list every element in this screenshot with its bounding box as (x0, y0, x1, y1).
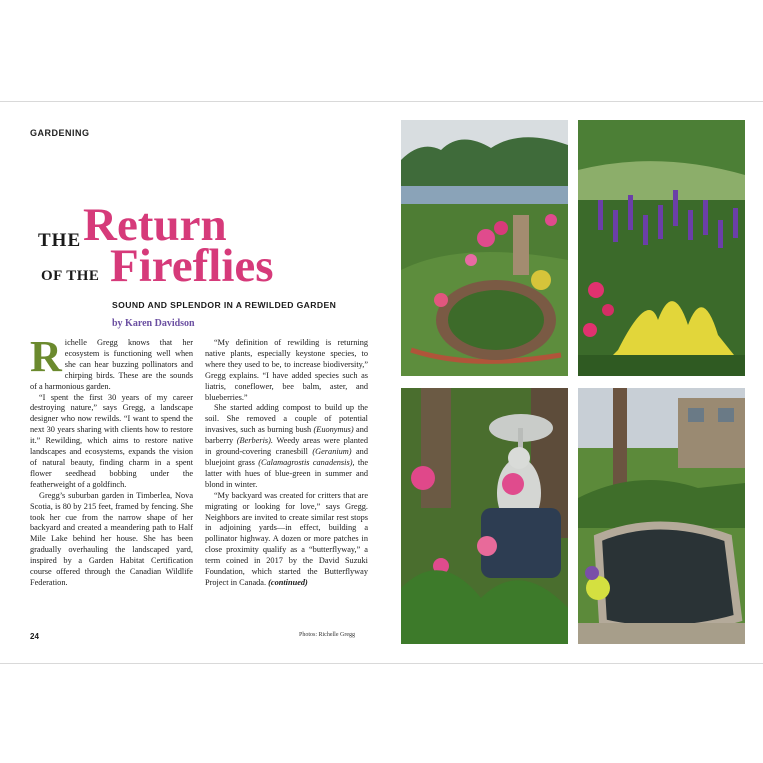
headline-kicker-the: THE (38, 230, 82, 251)
right-page (388, 102, 763, 663)
paragraph: “I spent the first 30 years of my career destroying nature,” says Gregg, a landscape designer who now rewilds. “I want to spend the next 30 years sharing with clients how to restore it.” Rewilding, which aims to restore native landscapes and ecosystems, expands the vision of natural beauty, finding charm in a spent flower seedhead bobbing under the featherweight of a goldfinch. (30, 392, 193, 489)
drop-cap: R (30, 332, 62, 381)
text-run: and barberry (205, 425, 368, 446)
paragraph (30, 332, 193, 393)
photo-credit: Photos: Richelle Gregg (299, 632, 355, 638)
article-column-1 (30, 332, 193, 589)
byline: by Karen Davidson (112, 318, 195, 329)
paragraph: Gregg’s suburban garden in Timberlea, Nova Scotia, is 80 by 215 feet, framed by fencing. She took her cue from the narrow shape of her backyard and created a meandering path to Half Mile Lake behind her house. She has been gradually overhauling the landscaped yard, inspired by a Garden Habitat Certification course offered through the Canadian Wildlife Federation. (30, 490, 193, 587)
text-run: Weedy areas were planted in ground-covering cranesbill (205, 436, 368, 457)
photo-lakeside-garden (401, 120, 568, 376)
magazine-spread (0, 101, 763, 664)
photo-salvia-bed (578, 120, 745, 376)
photo-statue-coneflowers (401, 388, 568, 644)
italic-run: (Geranium) (312, 447, 352, 457)
paragraph-text: ichelle Gregg knows that her ecosystem is functioning well when she can hear buzzing pollinators and chirping birds. These are the sounds of a harmonious garden. (30, 338, 193, 391)
headline-fireflies: Fireflies (110, 240, 274, 292)
italic-run: (Euonymus) (313, 425, 354, 435)
paragraph (205, 491, 368, 589)
deck-subtitle: SOUND AND SPLENDOR IN A REWILDED GARDEN (112, 300, 337, 310)
text-run: She started adding compost to build up the soil. She removed a couple of potential invasives, such as burning bush (205, 403, 368, 435)
text-run: “My backyard was created for critters that are migrating or looking for love,” says Gregg. Neighbors are invited to create similar rest stops in adjoining yards—in effect, building a pollinator highway. A dozen or more patches in close proximity qualify as a “butterflyway,” a term coined in 2017 by the David Suzuki Foundation, which started the Butterflyway Project in Canada. (205, 490, 368, 587)
text-run: the latter with hues of blue-green in summer and blond in winter. (205, 457, 368, 489)
italic-run: (Calamagrostis canadensis), (258, 457, 355, 467)
page-number: 24 (30, 632, 39, 641)
photo-backyard-pond (578, 388, 745, 644)
text-run: and bluejoint grass (205, 447, 368, 467)
headline-return: Return (83, 199, 227, 251)
article-column-2 (205, 338, 368, 589)
left-page (0, 102, 380, 663)
section-label: GARDENING (30, 128, 90, 138)
paragraph: “My definition of rewilding is returning native plants, especially keystone species, to where they used to be, to increase biodiversity,” Gregg explains. “I have added species such as liatris, coneflower, bee balm, aster, and blueberries.” (205, 338, 368, 402)
continued-marker: (continued) (268, 577, 308, 587)
headline (38, 199, 368, 294)
headline-kicker-of-the: OF THE (41, 268, 100, 284)
paragraph (205, 403, 368, 490)
italic-run: (Berberis). (236, 436, 273, 446)
